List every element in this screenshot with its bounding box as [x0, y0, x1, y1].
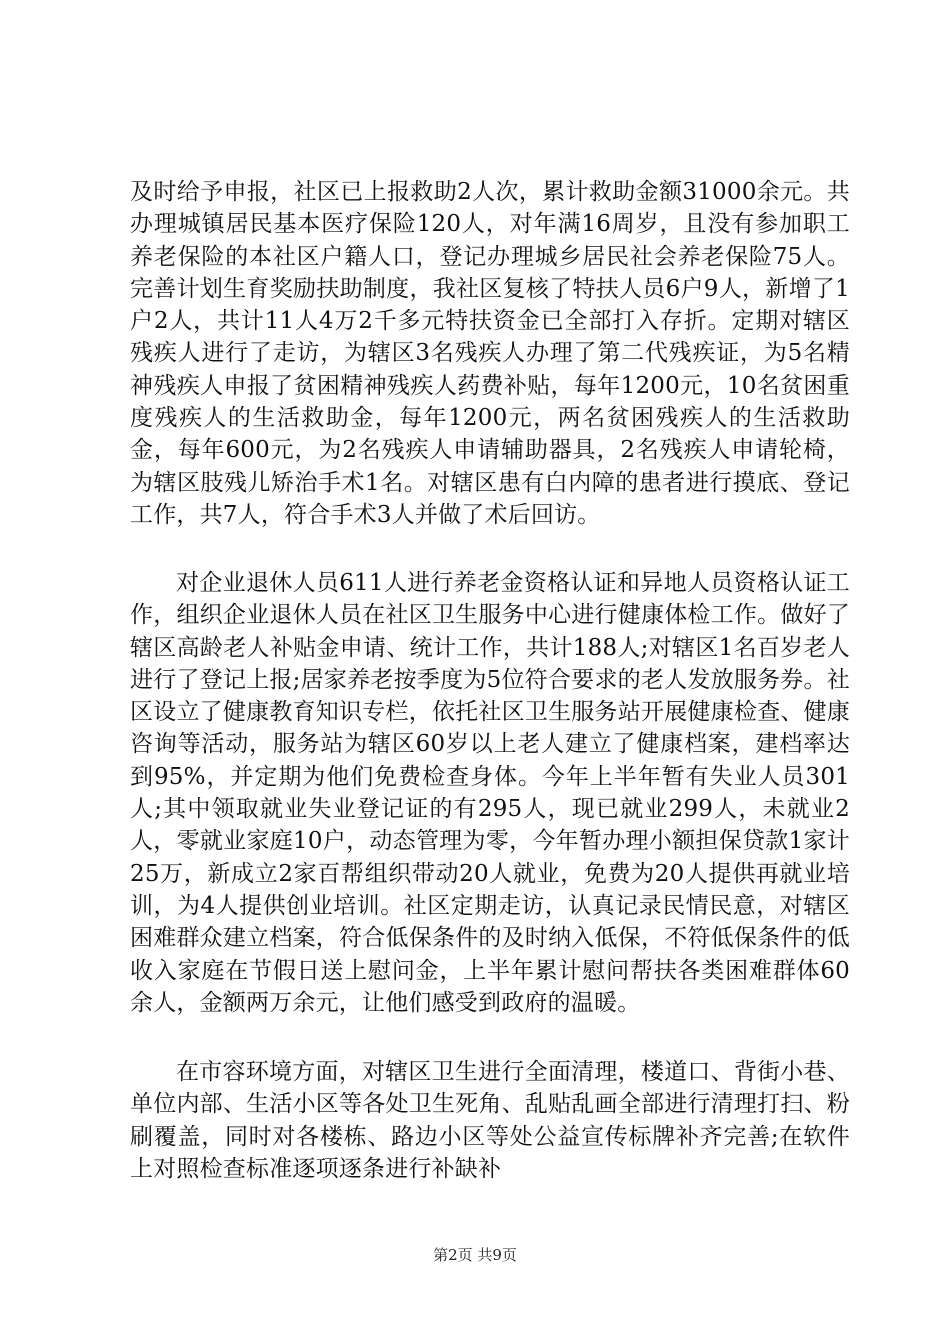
- paragraph-environment: 在市容环境方面，对辖区卫生进行全面清理，楼道口、背街小巷、单位内部、生活小区等各处卫生死角、乱贴乱画全部进行清理打扫、粉刷覆盖，同时对各楼栋、路边小区等处公益宣传标牌补齐完善;在软件上对照检查标准逐项逐条进行补缺补: [130, 1059, 850, 1182]
- page-number-footer: 第2页 共9页: [433, 1246, 517, 1264]
- paragraph-retiree-services: 对企业退休人员611人进行养老金资格认证和异地人员资格认证工作，组织企业退休人员在社区卫生服务中心进行健康体检工作。做好了辖区高龄老人补贴金申请、统计工作，共计188人;对辖区1名百岁老人进行了登记上报;居家养老按季度为5位符合要求的老人发放服务券。社区设立了健康教育知识专栏，依托社区卫生服务站开展健康检查、健康咨询等活动，服务站为辖区60岁以上老人建立了健康档案，建档率达到95%，并定期为他们免费检查身体。今年上半年暂有失业人员301人;其中领取就业失业登记证的有295人，现已就业299人，未就业2人，零就业家庭10户，动态管理为零，今年暂办理小额担保贷款1家计25万，新成立2家百帮组织带动20人就业，免费为20人提供再就业培训，为4人提供创业培训。社区定期走访，认真记录民情民意，对辖区困难群众建立档案，符合低保条件的及时纳入低保，不符低保条件的低收入家庭在节假日送上慰问金，上半年累计慰问帮扶各类困难群体60余人，金额两万余元，让他们感受到政府的温暖。: [130, 570, 850, 1016]
- paragraph-social-assistance: 及时给予申报，社区已上报救助2人次，累计救助金额31000余元。共办理城镇居民基本医疗保险120人，对年满16周岁，且没有参加职工养老保险的本社区户籍人口，登记办理城乡居民社会养老保险75人。完善计划生育奖励扶助制度，我社区复核了特扶人员6户9人，新增了1户2人，共计11人4万2千多元特扶资金已全部打入存折。定期对辖区残疾人进行了走访，为辖区3名残疾人办理了第二代残疾证，为5名精神残疾人申报了贫困精神残疾人药费补贴，每年1200元，10名贫困重度残疾人的生活救助金，每年1200元，两名贫困残疾人的生活救助金，每年600元，为2名残疾人申请辅助器具，2名残疾人申请轮椅，为辖区肢残儿矫治手术1名。对辖区患有白内障的患者进行摸底、登记工作，共7人，符合手术3人并做了术后回访。: [130, 179, 850, 528]
